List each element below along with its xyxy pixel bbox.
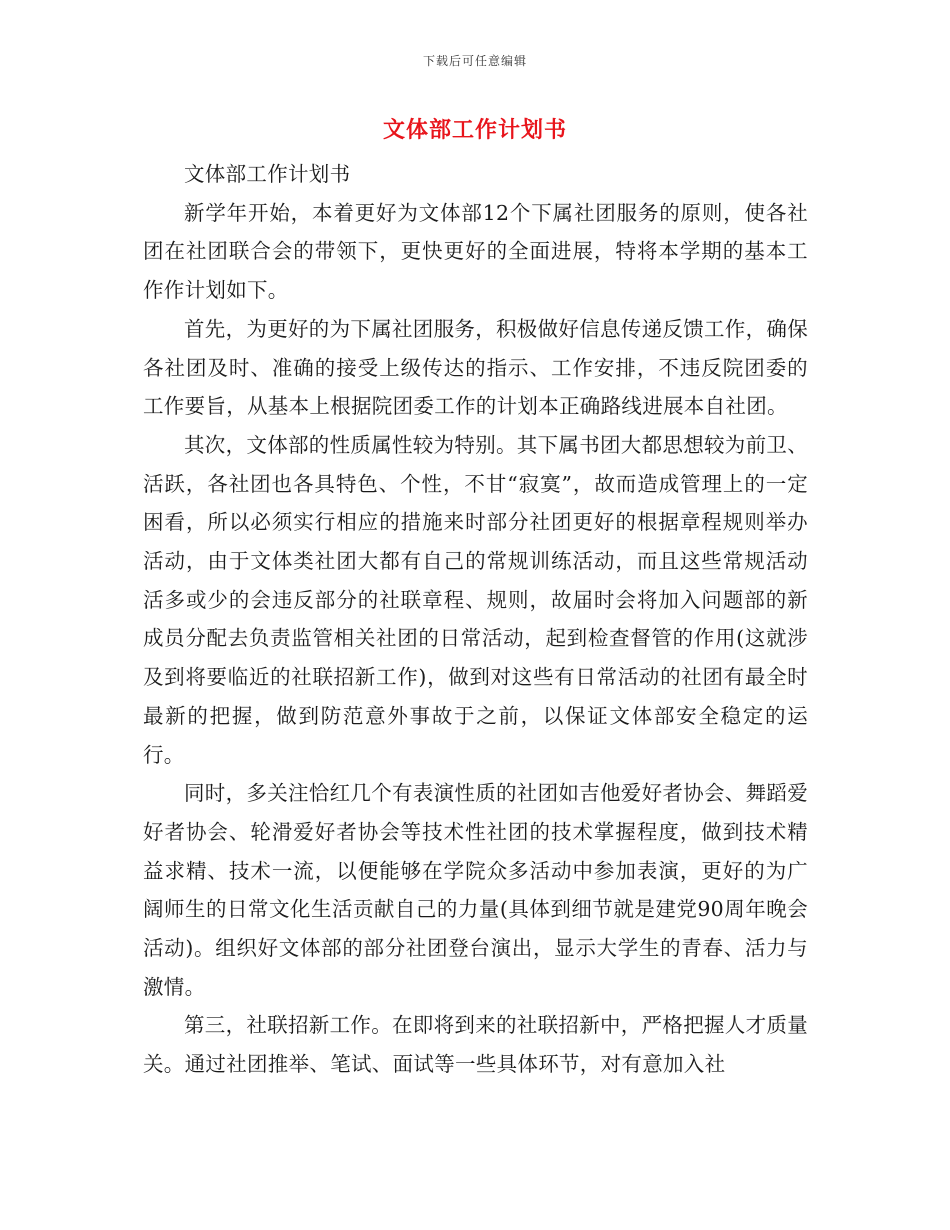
paragraph-intro: 新学年开始，本着更好为文体部12个下属社团服务的原则，使各社团在社团联合会的带领下，更快更好的全面进展，特将本学期的基本工作作计划如下。	[143, 200, 808, 303]
paragraph-second: 其次，文体部的性质属性较为特别。其下属书团大都思想较为前卫、活跃，各社团也各具特色、个性，不甘“寂寞”，故而造成管理上的一定困看，所以必须实行相应的措施来时部分社团更好的根据章程规则举办活动，由于文体类社团大都有自己的常规训练活动，而且这些常规活动活多或少的会违反部分的社联章程、规则，故届时会将加入问题部的新成员分配去负责监管相关社团的日常活动，起到检查督管的作用(这就涉及到将要临近的社联招新工作)，做到对这些有日常活动的社团有最全时最新的把握，做到防范意外事故于之前，以保证文体部安全稳定的运行。	[143, 432, 808, 767]
paragraph-meanwhile: 同时，多关注恰红几个有表演性质的社团如吉他爱好者协会、舞蹈爱好者协会、轮滑爱好者协会等技术性社团的技术掌握程度，做到技术精益求精、技术一流，以便能够在学院众多活动中参加表演，更好的为广阔师生的日常文化生活贡献自己的力量(具体到细节就是建党90周年晚会活动)。组织好文体部的部分社团登台演出，显示大学生的青春、活力与激情。	[143, 781, 808, 999]
header-note: 下载后可任意编辑	[422, 54, 527, 68]
document-body	[143, 155, 808, 1084]
paragraph-first: 首先，为更好的为下属社团服务，积极做好信息传递反馈工作，确保各社团及时、准确的接受上级传达的指示、工作安排，不违反院团委的工作要旨，从基本上根据院团委工作的计划本正确路线进展本自社团。	[143, 316, 808, 419]
paragraph-subtitle: 文体部工作计划书	[184, 162, 351, 186]
paragraph-third: 第三，社联招新工作。在即将到来的社联招新中，严格把握人才质量关。通过社团推举、笔试、面试等一些具体环节，对有意加入社	[143, 1013, 808, 1077]
document-title: 文体部工作计划书	[382, 117, 567, 143]
